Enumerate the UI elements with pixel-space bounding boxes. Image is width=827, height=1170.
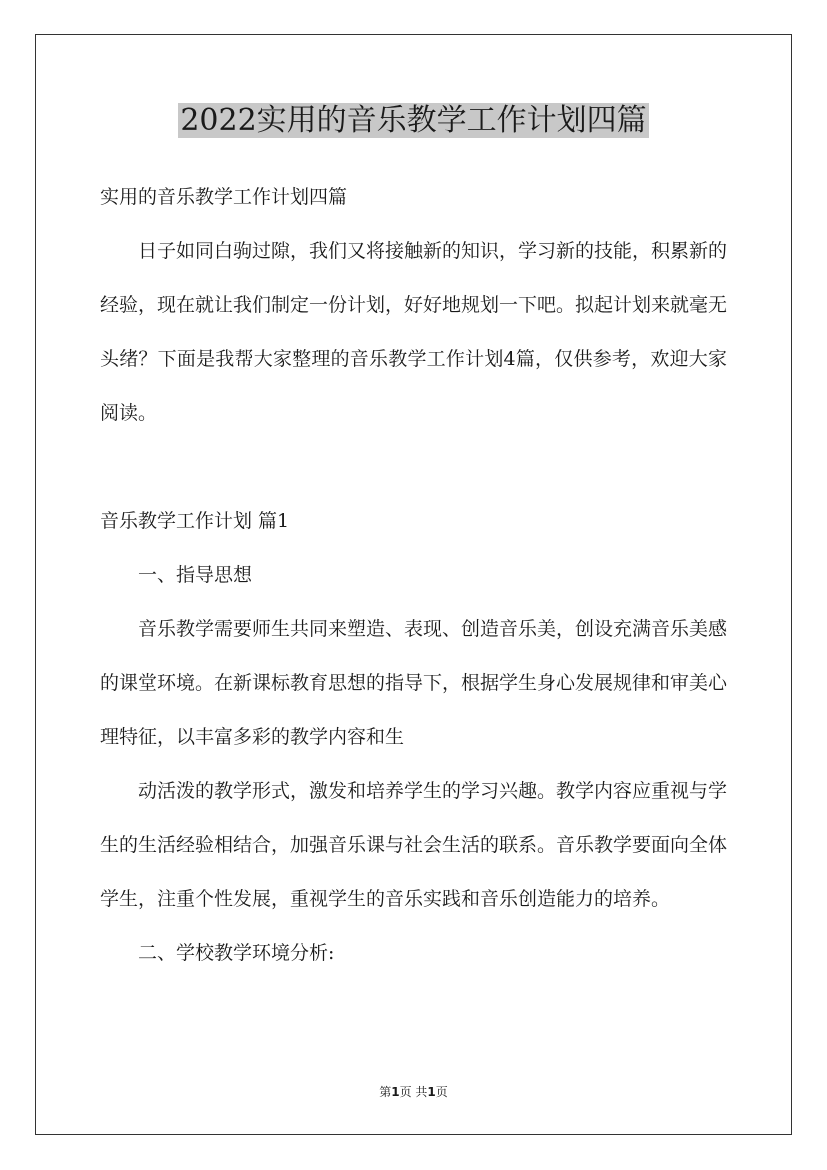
- subsection-heading-1: 一、指导思想: [138, 564, 253, 586]
- subsection-heading-2: 二、学校教学环境分析:: [138, 942, 335, 964]
- footer-page-number: 1: [391, 1085, 400, 1099]
- title-text: 2022实用的音乐教学工作计划四篇: [180, 103, 647, 138]
- section-spacer: [100, 440, 727, 494]
- body-paragraph-2: 动活泼的教学形式，激发和培养学生的学习兴趣。教学内容应重视与学生的生活经验相结合，加强音乐课与社会生活的联系。音乐教学要面向全体学生，注重个性发展，重视学生的音乐实践和音乐创造能力的培养。: [100, 780, 728, 910]
- document-title: [0, 100, 827, 142]
- document-body: [100, 170, 727, 980]
- section-heading: 音乐教学工作计划 篇1: [100, 510, 290, 532]
- footer-page-total: 1: [427, 1085, 436, 1099]
- footer-suffix: 页: [435, 1085, 448, 1099]
- subtitle-paragraph: 实用的音乐教学工作计划四篇: [100, 186, 348, 208]
- footer-mid: 页 共: [399, 1085, 428, 1099]
- body-paragraph-1: 音乐教学需要师生共同来塑造、表现、创造音乐美，创设充满音乐美感的课堂环境。在新课标教育思想的指导下，根据学生身心发展规律和审美心理特征，以丰富多彩的教学内容和生: [100, 618, 728, 748]
- intro-paragraph: 日子如同白驹过隙，我们又将接触新的知识，学习新的技能，积累新的经验，现在就让我们制定一份计划，好好地规划一下吧。拟起计划来就毫无头绪？下面是我帮大家整理的音乐教学工作计划4篇，仅供参考，欢迎大家阅读。: [100, 240, 728, 424]
- page-footer: [0, 1084, 827, 1100]
- footer-prefix: 第: [379, 1085, 392, 1099]
